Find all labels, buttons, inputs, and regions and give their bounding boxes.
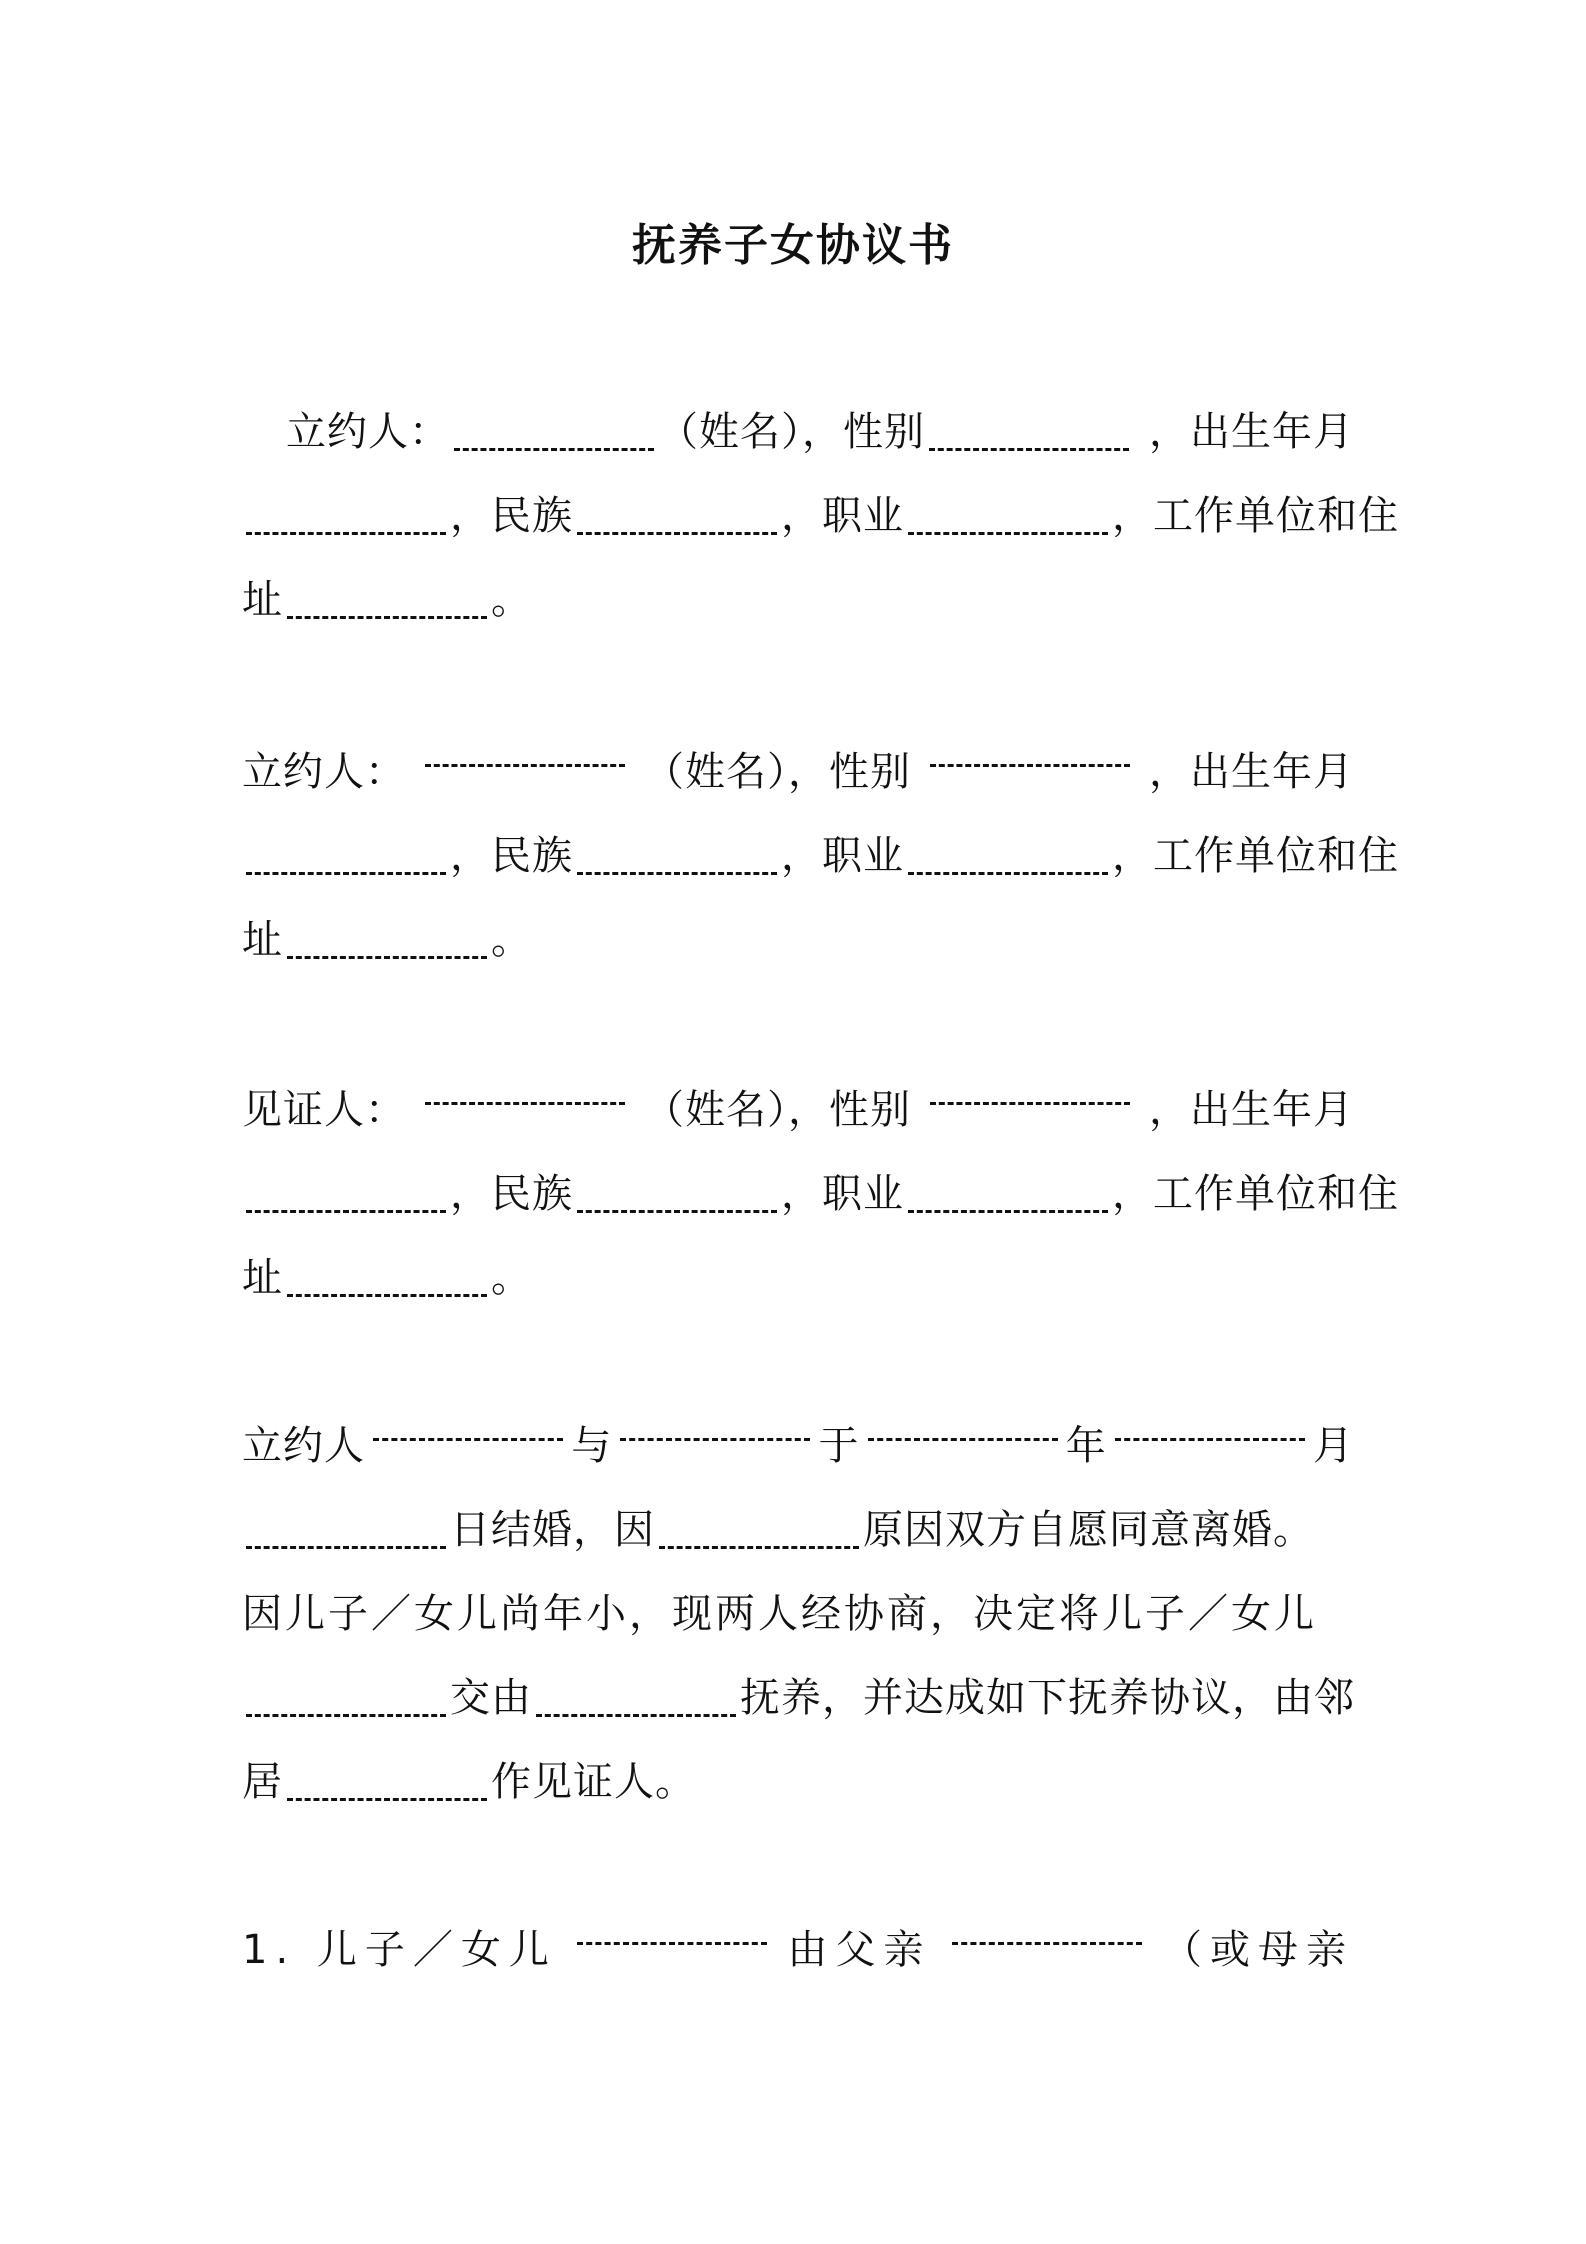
clause1-line1: [242, 1908, 1354, 1992]
marriage-child-text: 因儿子／女儿尚年小，现两人经协商，决定将儿子／女儿: [242, 1591, 1317, 1637]
party1-gender-blank[interactable]: [929, 414, 1129, 451]
marriage-reason-text: 日结婚，因: [450, 1507, 655, 1553]
marriage-line1: [242, 1404, 1354, 1488]
party2-name-blank[interactable]: [425, 730, 625, 767]
party2-end-text: 。: [491, 917, 532, 963]
party2-job-text: ，职业: [781, 833, 904, 879]
party2-section: [242, 730, 1399, 982]
marriage-handover-text: 交由: [450, 1675, 532, 1721]
marriage-divorce-text: 原因双方自愿同意离婚。: [863, 1507, 1314, 1553]
marriage-day-blank[interactable]: [246, 1512, 446, 1549]
marriage-line3: [242, 1572, 1354, 1656]
witness-end-text: 。: [491, 1255, 532, 1301]
party2-birth-blank[interactable]: [246, 838, 446, 875]
witness-address-text: 址: [242, 1255, 283, 1301]
marriage-party1-blank[interactable]: [373, 1404, 563, 1441]
party1-line1: [242, 390, 1354, 474]
witness-line3: [242, 1236, 1354, 1320]
party1-birth-blank[interactable]: [246, 498, 446, 535]
marriage-year-text: 年: [1065, 1423, 1107, 1469]
party1-address-text: 址: [242, 577, 283, 623]
party1-name-blank[interactable]: [454, 414, 654, 451]
clause1-section: [242, 1908, 1354, 1992]
party1-section: [242, 390, 1399, 642]
witness-job-text: ，职业: [781, 1171, 904, 1217]
party1-line3: [242, 558, 1354, 642]
clause1-child-text: 1. 儿子／女儿: [242, 1927, 557, 1973]
party2-name-gender-text: （姓名），性别: [644, 749, 911, 795]
marriage-agreement-text: 抚养，并达成如下抚养协议，由邻: [740, 1675, 1355, 1721]
marriage-month-text: 月: [1313, 1423, 1354, 1469]
marriage-witness-text: 作见证人。: [491, 1759, 696, 1805]
party2-birth-text: ，出生年月: [1149, 749, 1354, 795]
witness-name-blank[interactable]: [425, 1068, 625, 1105]
marriage-month-blank[interactable]: [1115, 1404, 1305, 1441]
marriage-section: [242, 1404, 1354, 1824]
marriage-party2-blank[interactable]: [620, 1404, 810, 1441]
marriage-child-blank[interactable]: [246, 1680, 446, 1717]
marriage-reason-blank[interactable]: [659, 1512, 859, 1549]
marriage-on-text: 于: [818, 1423, 860, 1469]
party1-work-text: ，工作单位和住: [1112, 493, 1399, 539]
party1-birth-text: ，出生年月: [1149, 409, 1354, 455]
party1-ethnic-blank[interactable]: [577, 498, 777, 535]
party2-work-text: ，工作单位和住: [1112, 833, 1399, 879]
clause1-father-text: 由父亲: [787, 1927, 932, 1973]
party2-line2: [242, 814, 1399, 898]
marriage-party-text: 立约人: [242, 1423, 365, 1469]
party1-name-gender-text: （姓名），性别: [658, 409, 925, 455]
party1-end-text: 。: [491, 577, 532, 623]
clause1-child-blank[interactable]: [577, 1908, 767, 1945]
party2-address-blank[interactable]: [287, 922, 487, 959]
party1-address-blank[interactable]: [287, 582, 487, 619]
witness-label: 见证人：: [242, 1087, 406, 1133]
clause1-father-blank[interactable]: [952, 1908, 1142, 1945]
party2-ethnic-text: ，民族: [450, 833, 573, 879]
party1-line2: [242, 474, 1399, 558]
witness-ethnic-text: ，民族: [450, 1171, 573, 1217]
witness-line2: [242, 1152, 1399, 1236]
party1-job-text: ，职业: [781, 493, 904, 539]
witness-work-text: ，工作单位和住: [1112, 1171, 1399, 1217]
marriage-line2: [242, 1488, 1354, 1572]
witness-birth-blank[interactable]: [246, 1176, 446, 1213]
party2-ethnic-blank[interactable]: [577, 838, 777, 875]
marriage-year-blank[interactable]: [868, 1404, 1058, 1441]
party1-label: 立约人：: [286, 409, 450, 455]
witness-section: [242, 1068, 1399, 1320]
marriage-guardian-blank[interactable]: [536, 1680, 736, 1717]
party2-line3: [242, 898, 1354, 982]
party2-gender-blank[interactable]: [930, 730, 1130, 767]
party2-line1: [242, 730, 1354, 814]
witness-ethnic-blank[interactable]: [577, 1176, 777, 1213]
clause1-mother-text: （或母亲: [1161, 1927, 1354, 1973]
witness-address-blank[interactable]: [287, 1260, 487, 1297]
witness-job-blank[interactable]: [908, 1176, 1108, 1213]
marriage-and-text: 与: [571, 1423, 613, 1469]
party1-job-blank[interactable]: [908, 498, 1108, 535]
witness-birth-text: ，出生年月: [1149, 1087, 1354, 1133]
party2-label: 立约人：: [242, 749, 406, 795]
marriage-neighbor-text: 居: [242, 1759, 283, 1805]
witness-line1: [242, 1068, 1354, 1152]
party2-address-text: 址: [242, 917, 283, 963]
party2-job-blank[interactable]: [908, 838, 1108, 875]
marriage-line4: [242, 1656, 1354, 1740]
marriage-neighbor-blank[interactable]: [287, 1764, 487, 1801]
witness-gender-blank[interactable]: [930, 1068, 1130, 1105]
party1-ethnic-text: ，民族: [450, 493, 573, 539]
witness-name-gender-text: （姓名），性别: [644, 1087, 911, 1133]
document-title: 抚养子女协议书: [632, 220, 954, 271]
marriage-line5: [242, 1740, 1354, 1824]
